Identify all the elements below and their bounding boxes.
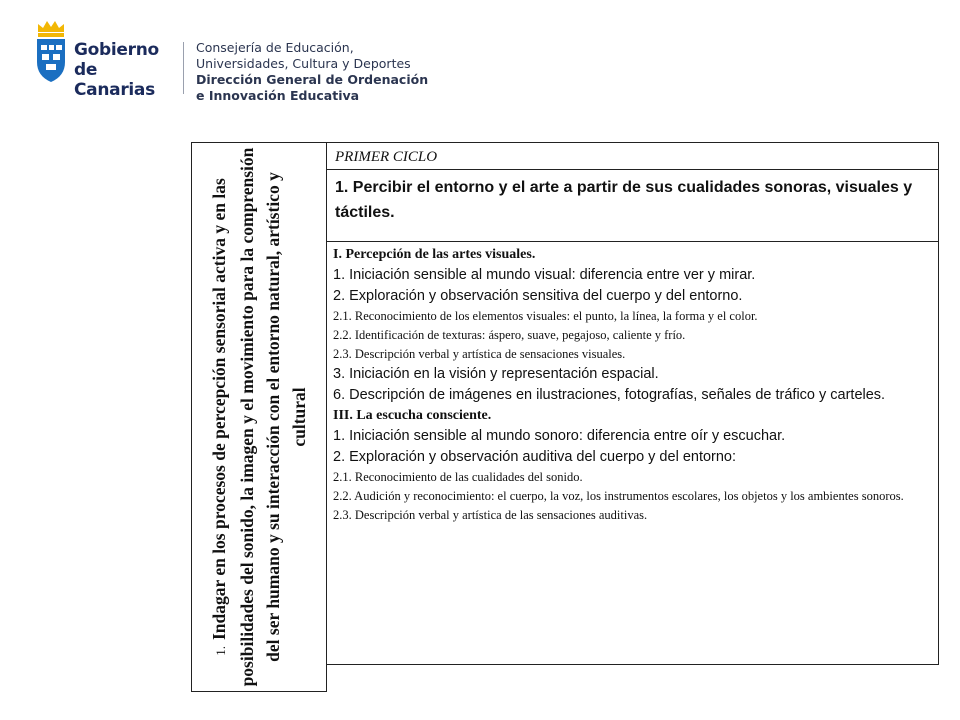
contents-list	[333, 245, 933, 525]
content-item: 6. Descripción de imágenes en ilustraciones, fotografías, señales de tráfico y carteles.	[333, 387, 886, 403]
content-subitem: 2.1. Reconocimiento de los elementos visuales: el punto, la línea, la forma y el color.	[333, 309, 758, 323]
content-item: 1. Iniciación sensible al mundo sonoro: diferencia entre oír y escuchar.	[333, 428, 786, 444]
cycle-row	[326, 143, 938, 170]
content-item: 1. Iniciación sensible al mundo visual: diferencia entre ver y mirar.	[333, 267, 756, 283]
content-subitem: 2.2. Identificación de texturas: áspero, suave, pegajoso, caliente y frío.	[333, 328, 686, 342]
content-subitem: 2.1. Reconocimiento de las cualidades del sonido.	[333, 470, 583, 484]
content-heading-listening: III. La escucha consciente.	[333, 408, 492, 423]
dept-line1: Consejería de Educación,	[196, 40, 354, 55]
general-goal-number: 1.	[213, 646, 228, 656]
content-item: 2. Exploración y observación auditiva del cuerpo y del entorno:	[333, 449, 737, 465]
content-item: 3. Iniciación en la visión y representación espacial.	[333, 366, 659, 382]
content-subitem: 2.2. Audición y reconocimiento: el cuerpo, la voz, los instrumentos escolares, los objetos y los ambientes sonoros.	[333, 489, 904, 503]
cycle-title: PRIMER CICLO	[335, 149, 438, 165]
header-divider	[183, 42, 184, 94]
gov-name-line1: Gobierno	[74, 40, 159, 60]
content-heading-visual: I. Percepción de las artes visuales.	[333, 247, 536, 262]
content-subitem: 2.3. Descripción verbal y artística de las sensaciones auditivas.	[333, 508, 648, 522]
objective-row	[326, 170, 938, 242]
dept-line4: e Innovación Educativa	[196, 88, 360, 103]
general-goal-text: Indagar en los procesos de percepción sensorial activa y en las posibilidades del sonido, la imagen y el movimiento para la comprensión del ser humano y su interacción con el entorno natural, artístico y cultural	[209, 147, 309, 687]
government-name	[74, 40, 174, 100]
gobierno-canarias-logo	[34, 18, 174, 100]
gov-name-line2: de Canarias	[74, 60, 155, 100]
content-item: 2. Exploración y observación sensitiva del cuerpo y del entorno.	[333, 288, 743, 304]
curriculum-table	[326, 142, 939, 665]
department-name	[196, 40, 428, 104]
general-goal	[206, 147, 312, 687]
dept-line3: Dirección General de Ordenación	[196, 72, 429, 87]
canarias-emblem-icon	[34, 18, 68, 88]
dept-line2: Universidades, Cultura y Deportes	[196, 56, 411, 71]
objective-text: 1. Percibir el entorno y el arte a partir de sus cualidades sonoras, visuales y táctiles.	[335, 179, 913, 221]
goal-cell-text-wrap	[191, 142, 327, 692]
content-subitem: 2.3. Descripción verbal y artística de sensaciones visuales.	[333, 347, 626, 361]
